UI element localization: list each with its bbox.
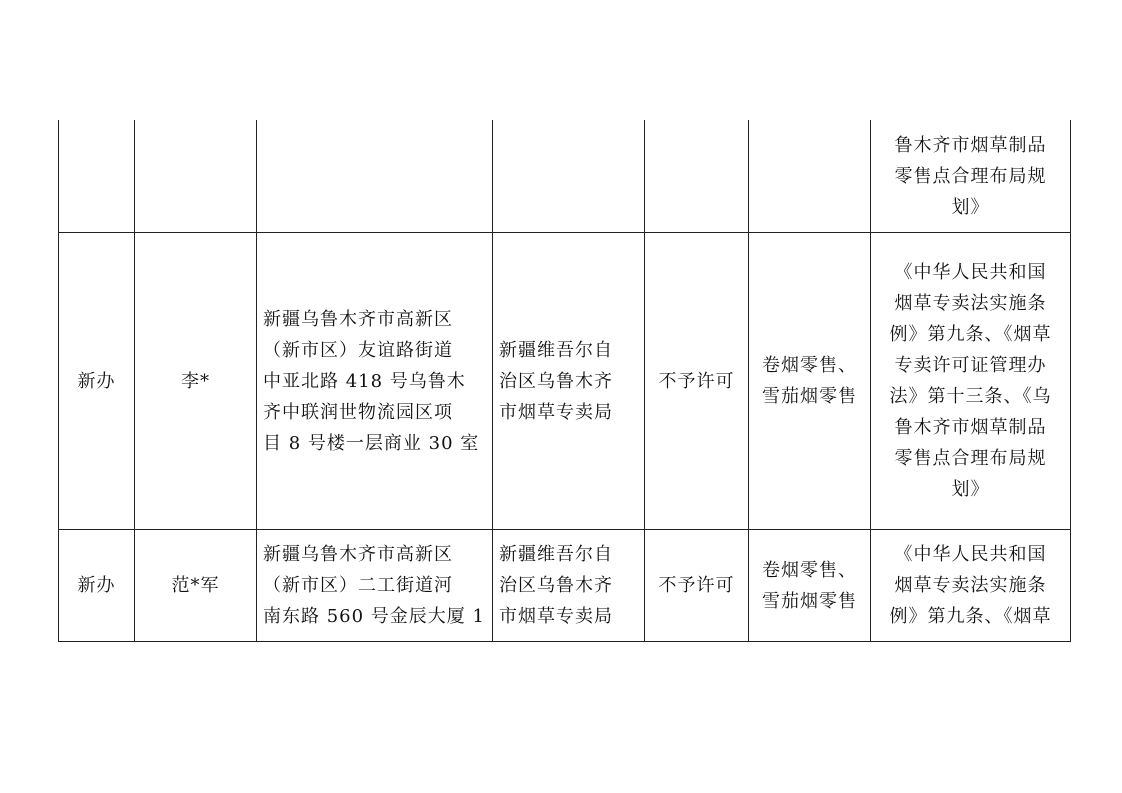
permit-decision-table (58, 120, 1071, 642)
decision-cell: 不予许可 (645, 530, 749, 642)
decision-cell: 不予许可 (645, 233, 749, 530)
category-cell: 新办 (59, 233, 135, 530)
address-cell: 新疆乌鲁木齐市高新区 （新市区）二工街道河 南东路 560 号金辰大厦 1 (257, 530, 493, 642)
table-row (59, 233, 1071, 530)
basis-cell: 《中华人民共和国 烟草专卖法实施条 例》第九条、《烟草 专卖许可证管理办 法》第十三条、《乌 鲁木齐市烟草制品 零售点合理布局规 划》 (871, 233, 1071, 530)
name-cell (135, 120, 257, 233)
agency-cell (493, 120, 645, 233)
address-cell: 新疆乌鲁木齐市高新区 （新市区）友谊路街道 中亚北路 418 号乌鲁木 齐中联润世物流园区项 目 8 号楼一层商业 30 室 (257, 233, 493, 530)
name-cell: 范*军 (135, 530, 257, 642)
basis-cell: 鲁木齐市烟草制品 零售点合理布局规 划》 (871, 120, 1071, 233)
agency-cell: 新疆维吾尔自 治区乌鲁木齐 市烟草专卖局 (493, 233, 645, 530)
scope-cell: 卷烟零售、 雪茄烟零售 (749, 530, 871, 642)
category-cell (59, 120, 135, 233)
agency-cell: 新疆维吾尔自 治区乌鲁木齐 市烟草专卖局 (493, 530, 645, 642)
name-cell: 李* (135, 233, 257, 530)
basis-cell: 《中华人民共和国 烟草专卖法实施条 例》第九条、《烟草 (871, 530, 1071, 642)
address-cell (257, 120, 493, 233)
scope-cell (749, 120, 871, 233)
decision-cell (645, 120, 749, 233)
table-row (59, 530, 1071, 642)
category-cell: 新办 (59, 530, 135, 642)
scope-cell: 卷烟零售、 雪茄烟零售 (749, 233, 871, 530)
table-row (59, 120, 1071, 233)
